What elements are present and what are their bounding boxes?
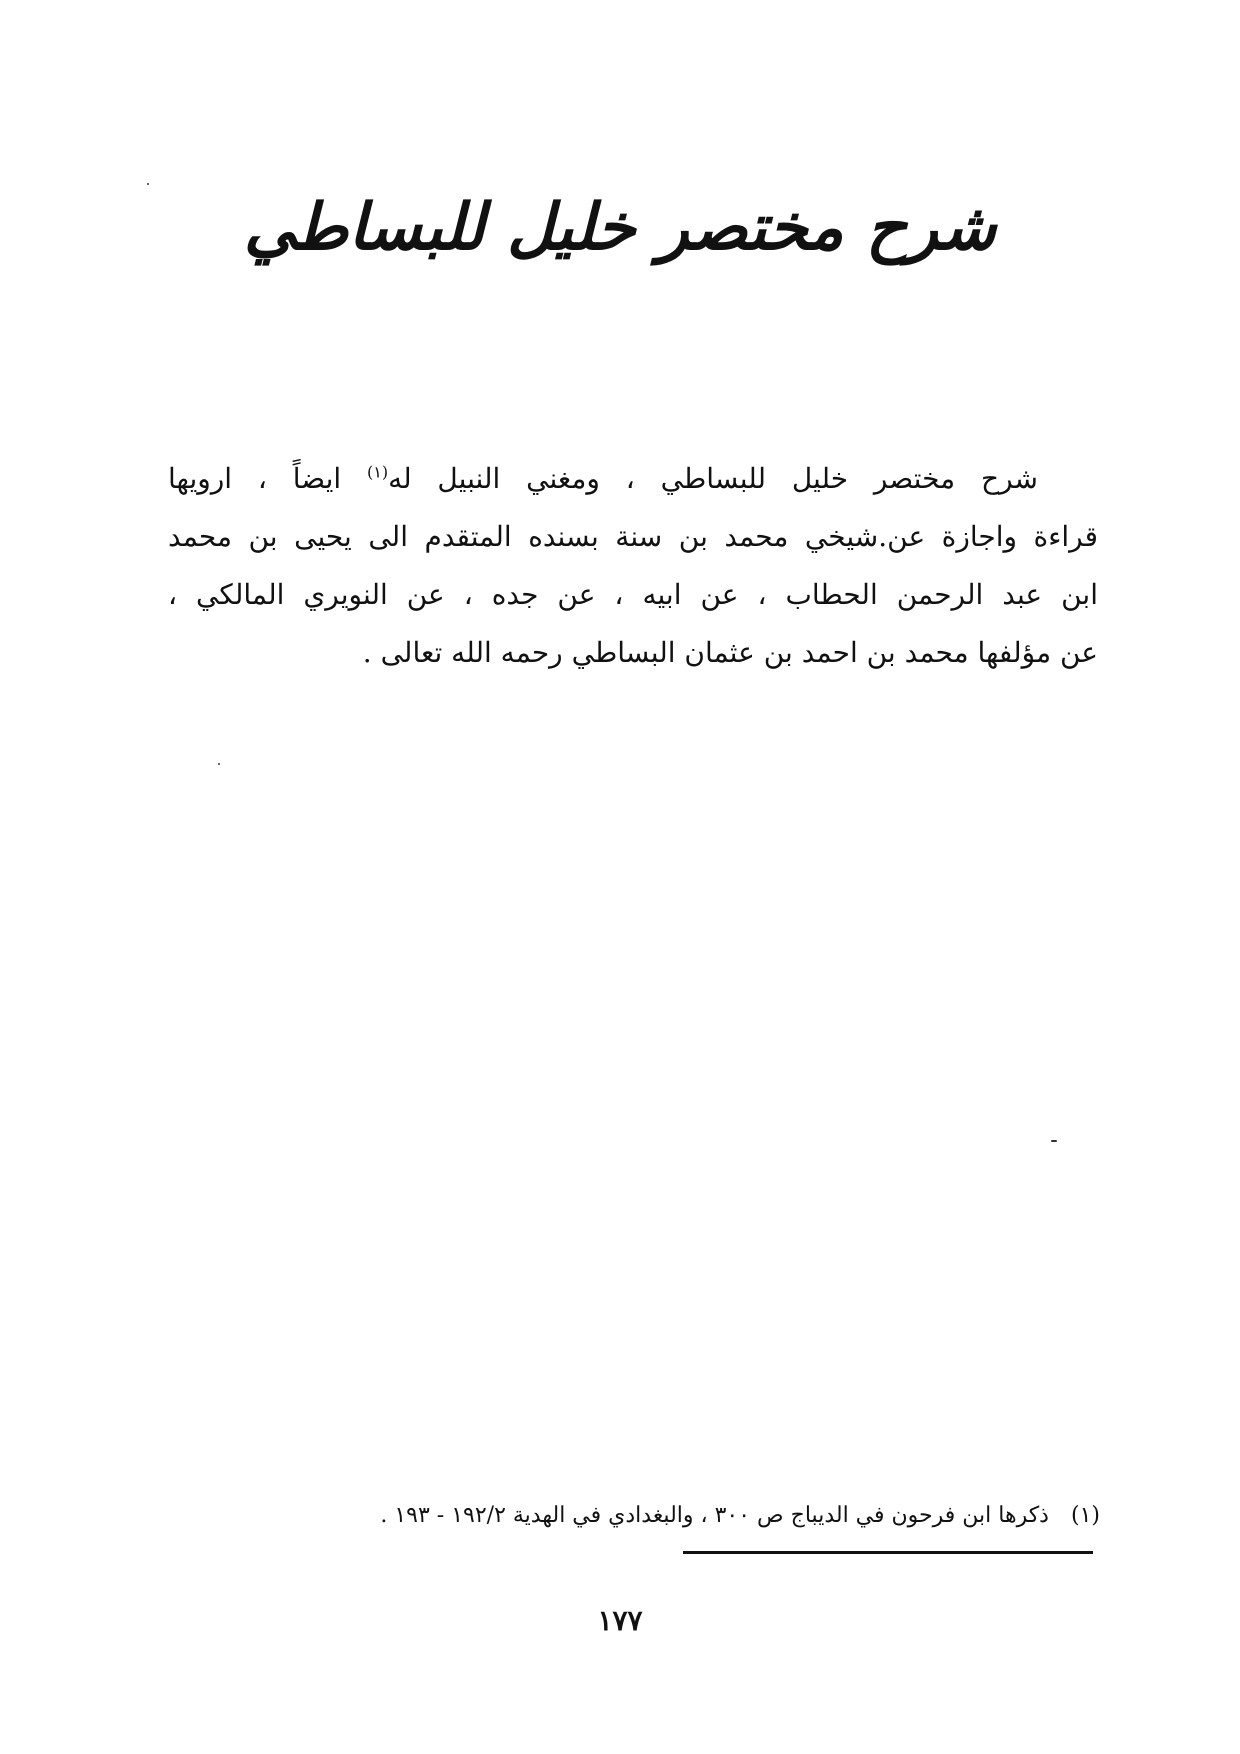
body-line-3: ابن عبد الرحمن الحطاب ، عن ابيه ، عن جده ، عن النويري المالكي ، — [168, 578, 1098, 611]
footnote-number: (١) — [1070, 1503, 1100, 1528]
body-line-2: قراءة واجازة عن.شيخي محمد بن سنة بسنده المتقدم الى يحيى بن محمد — [168, 520, 1099, 553]
body-line-1-end: ايضاً ، ارويها — [168, 462, 367, 495]
footnote-text: ذكرها ابن فرحون في الديباج ص ٣٠٠ ، والبغدادي في الهدية ١٩٢/٢ - ١٩٣ . — [380, 1503, 1049, 1528]
scan-speck — [147, 183, 149, 185]
footnote-reference: (١) — [366, 462, 389, 482]
body-line-4: عن مؤلفها محمد بن احمد بن عثمان البساطي رحمه الله تعالى . — [362, 636, 1098, 669]
footnote — [200, 1502, 1100, 1531]
page-title: شرح مختصر خليل للبساطي — [243, 190, 997, 265]
scan-speck — [218, 763, 220, 765]
body-line-1 — [168, 450, 1098, 508]
body-paragraph — [168, 450, 1098, 682]
body-line-1-start: شرح مختصر خليل للبساطي ، ومغني النبيل له — [388, 462, 1038, 495]
footnote-separator — [683, 1551, 1093, 1554]
scan-speck — [1051, 1140, 1057, 1142]
page-number: ١٧٧ — [597, 1604, 643, 1637]
